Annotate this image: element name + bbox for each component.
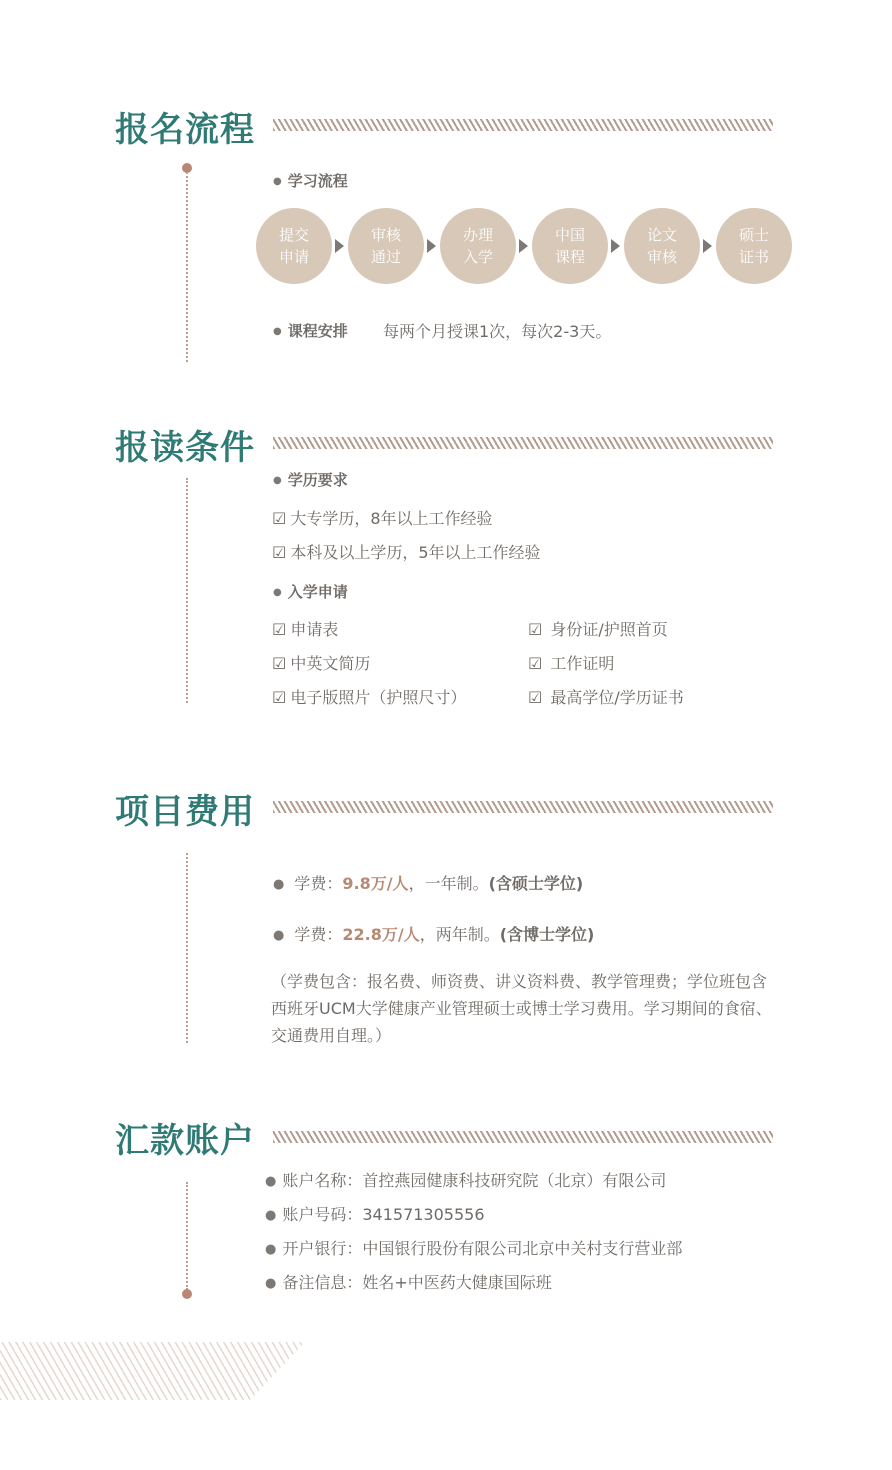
- bullet-icon: ●: [265, 1208, 277, 1223]
- checkbox-icon: ☑: [272, 620, 287, 639]
- fee-prefix: 学费：: [294, 874, 343, 893]
- arrow-right-icon: [519, 239, 528, 253]
- checkbox-icon: ☑: [272, 654, 287, 673]
- checkbox-icon: ☑: [272, 688, 287, 707]
- registration-title: 报名流程: [115, 110, 255, 150]
- flow-step-line: 提交: [278, 226, 309, 244]
- checkbox-icon: ☑: [528, 620, 543, 639]
- application-heading: ● 入学申请: [273, 581, 348, 602]
- arrow-right-icon: [703, 239, 712, 253]
- flow-step-line: 通过: [370, 248, 401, 266]
- timeline-line: [186, 478, 188, 703]
- application-item-text: 身份证/护照首页: [550, 620, 668, 639]
- flow-step-line: 论文: [646, 226, 677, 244]
- flow-step-line: 审核: [646, 248, 677, 266]
- education-item-text: 大专学历，8年以上工作经验: [290, 509, 493, 528]
- flow-step-line: 申请: [278, 248, 309, 266]
- account-item: [265, 1168, 666, 1191]
- fee-degree-note: (含硕士学位): [488, 874, 584, 893]
- timeline-line: [186, 172, 188, 362]
- education-item: [272, 540, 541, 563]
- checkbox-icon: ☑: [528, 688, 543, 707]
- flow-step: [716, 208, 792, 284]
- education-heading: ● 学历要求: [273, 469, 348, 490]
- fee-note: （学费包含：报名费、师资费、讲义资料费、教学管理费；学位班包含西班牙UCM大学健康产业管理硕士或博士学习费用。学习期间的食宿、交通费用自理。）: [271, 972, 772, 1045]
- title-divider: [273, 1131, 773, 1143]
- flow-step-line: 证书: [738, 248, 769, 266]
- bullet-icon: ●: [273, 928, 285, 943]
- flow-step-line: 入学: [462, 248, 493, 266]
- flow-step-line: 课程: [554, 248, 585, 266]
- flow-step: [532, 208, 608, 284]
- education-item-text: 本科及以上学历，5年以上工作经验: [290, 543, 541, 562]
- flow-step-line: 中国: [554, 226, 585, 244]
- checkbox-icon: ☑: [272, 509, 287, 528]
- application-item: [272, 651, 370, 674]
- requirements-title: 报读条件: [115, 428, 255, 468]
- flow-step-line: 办理: [462, 226, 493, 244]
- application-item-text: 电子版照片（护照尺寸）: [290, 688, 467, 707]
- account-item-text: 账户名称：首控燕园健康科技研究院（北京）有限公司: [282, 1171, 667, 1190]
- fee-amount: 22.8万/人: [342, 925, 420, 944]
- fee-amount: 9.8万/人: [342, 874, 409, 893]
- bullet-icon: ●: [265, 1242, 277, 1257]
- account-item-text: 备注信息：姓名+中医药大健康国际班: [282, 1273, 552, 1292]
- flow-step: [440, 208, 516, 284]
- fee-duration: ，两年制。: [419, 925, 500, 944]
- arrow-right-icon: [427, 239, 436, 253]
- account-item: [265, 1202, 485, 1225]
- account-title: 汇款账户: [115, 1121, 255, 1161]
- title-divider: [273, 119, 773, 131]
- flow-step: [256, 208, 332, 284]
- fee-degree-note: (含博士学位): [499, 925, 595, 944]
- flow-step-line: 硕士: [738, 226, 769, 244]
- bullet-icon: ●: [265, 1276, 277, 1291]
- fee-duration: ，一年制。: [408, 874, 489, 893]
- timeline-end-dot: [182, 1289, 192, 1299]
- bullet-icon: ●: [265, 1174, 277, 1189]
- checkbox-icon: ☑: [528, 654, 543, 673]
- schedule-text: 每两个月授课1次，每次2-3天。: [383, 322, 612, 341]
- fee-item: [273, 922, 594, 945]
- timeline-line: [186, 853, 188, 1043]
- fees-title: 项目费用: [115, 792, 255, 832]
- arrow-right-icon: [335, 239, 344, 253]
- study-flow: [256, 208, 792, 284]
- study-flow-heading: ● 学习流程: [273, 170, 348, 191]
- fee-prefix: 学费：: [294, 925, 343, 944]
- application-item: [272, 617, 338, 640]
- decorative-hatch: [0, 1342, 305, 1400]
- application-item-text: 申请表: [290, 620, 339, 639]
- title-divider: [273, 801, 773, 813]
- account-item: [265, 1236, 682, 1259]
- education-item: [272, 506, 493, 529]
- application-item-text: 最高学位/学历证书: [550, 688, 684, 707]
- flow-step: [348, 208, 424, 284]
- application-item: [528, 651, 614, 674]
- checkbox-icon: ☑: [272, 543, 287, 562]
- application-item: [272, 685, 466, 708]
- title-divider: [273, 437, 773, 449]
- timeline-line: [186, 1182, 188, 1290]
- flow-step: [624, 208, 700, 284]
- account-item: [265, 1270, 552, 1293]
- account-item-text: 账户号码：341571305556: [282, 1205, 485, 1224]
- account-item-text: 开户银行：中国银行股份有限公司北京中关村支行营业部: [282, 1239, 683, 1258]
- flow-step-line: 审核: [370, 226, 401, 244]
- schedule-heading: ● 课程安排: [273, 320, 348, 341]
- fee-item: [273, 871, 583, 894]
- bullet-icon: ●: [273, 877, 285, 892]
- application-item-text: 中英文简历: [290, 654, 371, 673]
- application-item: [528, 617, 668, 640]
- application-item-text: 工作证明: [550, 654, 615, 673]
- application-item: [528, 685, 684, 708]
- arrow-right-icon: [611, 239, 620, 253]
